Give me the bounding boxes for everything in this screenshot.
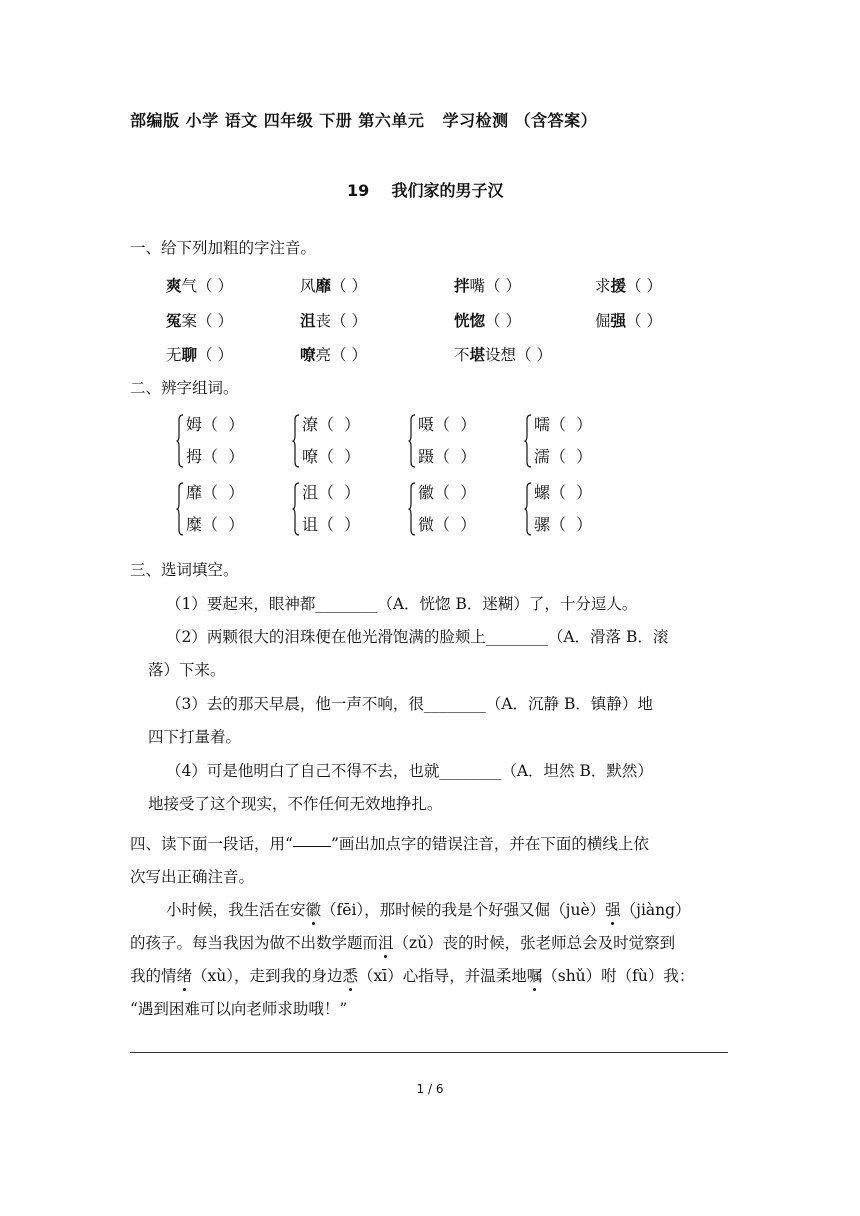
document-title: 部编版 小学 语文 四年级 下册 第六单元 学习检测 （含答案） — [130, 111, 598, 130]
q2-word: 靡（ ） — [186, 483, 245, 502]
q3-line-1: （1）要起来，眼神都________（A．恍惚 B．迷糊）了，十分逗人。 — [166, 595, 638, 613]
q2-word: 糜（ ） — [186, 515, 245, 534]
q2-word: 拇（ ） — [186, 447, 245, 466]
q1-item — [454, 309, 521, 331]
brace-icon — [292, 482, 299, 534]
paragraph-text: （fēi），那时候的我是个好强又倔（juè） — [321, 901, 606, 919]
q1-item — [454, 274, 521, 296]
q2-word: 蹑（ ） — [418, 447, 477, 466]
q3-line-3: 落）下来。 — [148, 661, 226, 679]
q2-word: 螺（ ） — [534, 483, 593, 502]
q4-heading-part-b: ”画出加点字的错误注音，并在下面的横线上依 — [330, 835, 649, 853]
q2-word: 微（ ） — [418, 515, 477, 534]
q2-word: 徽（ ） — [418, 483, 477, 502]
dotted-character: 嘱 — [527, 964, 543, 986]
q4-paragraph-line-3 — [130, 964, 694, 986]
q1-item — [595, 274, 662, 296]
q4-heading — [130, 832, 649, 854]
q1-item-bold: 冤 — [166, 311, 182, 330]
q1-item-bold: 沮 — [300, 311, 316, 330]
q1-item-pre: 倔 — [595, 312, 611, 330]
q1-item-post: 设想（ ） — [485, 346, 552, 364]
q3-line-6: （4）可是他明白了自己不得不去，也就________（A．坦然 B．默然） — [166, 762, 653, 780]
paragraph-text: （shǔ）咐（fù）我： — [542, 967, 695, 985]
q2-word: 嗫（ ） — [418, 415, 477, 434]
dotted-character: 沮 — [378, 931, 394, 953]
q3-heading: 三、选词填空。 — [130, 561, 239, 579]
q1-item-post: （ ） — [626, 312, 662, 330]
paragraph-text: 我的情 — [130, 967, 177, 985]
brace-icon — [408, 482, 415, 534]
q2-word: 姆（ ） — [186, 415, 245, 434]
q1-item-post: （ ） — [331, 277, 367, 295]
dotted-character: 绪 — [177, 964, 193, 986]
q1-item-post: 嘴（ ） — [469, 277, 521, 295]
brace-icon — [176, 414, 183, 466]
dotted-character: 悉 — [343, 964, 359, 986]
brace-icon — [524, 414, 531, 466]
paragraph-text: （xù），走到我的身边 — [192, 967, 343, 985]
q1-item — [166, 309, 233, 331]
paragraph-text: （xī）心指导，并温柔地 — [358, 967, 527, 985]
q2-heading: 二、辨字组词。 — [130, 379, 239, 397]
paragraph-text: （zǔ）丧的时候，张老师总会及时觉察到 — [393, 934, 676, 952]
q1-item-post: （ ） — [485, 312, 521, 330]
paragraph-text: 的孩子。每当我因为做不出数学题而 — [130, 934, 379, 952]
q1-item-post: 案（ ） — [181, 312, 233, 330]
q1-item — [166, 274, 233, 296]
q1-item-pre: 风 — [300, 277, 316, 295]
q2-word: 嘹（ ） — [302, 447, 361, 466]
q1-item-bold: 聊 — [181, 345, 198, 364]
q2-word: 濡（ ） — [534, 447, 593, 466]
paragraph-text: 小时候，我生活在安 — [166, 901, 306, 919]
paragraph-text: （jiàng） — [620, 901, 691, 919]
q1-item-bold: 堪 — [469, 345, 486, 364]
q1-item-pre: 不 — [454, 346, 470, 364]
q2-word: 沮（ ） — [302, 483, 361, 502]
brace-icon — [408, 414, 415, 466]
q3-line-2: （2）两颗很大的泪珠便在他光滑饱满的脸颊上________（A．滑落 B．滚 — [166, 628, 669, 646]
q2-word: 潦（ ） — [302, 415, 361, 434]
q1-item — [300, 274, 367, 296]
footer-divider — [130, 1052, 728, 1053]
q4-paragraph-line-4: “遇到困难可以向老师求助哦！” — [130, 1000, 348, 1018]
q1-item-pre: 无 — [166, 346, 182, 364]
q1-item-bold: 恍惚 — [454, 311, 486, 330]
q2-word: 骡（ ） — [534, 515, 593, 534]
q1-item-bold: 强 — [610, 311, 627, 330]
underline-sample — [293, 846, 331, 847]
lesson-title: 19 我们家的男子汉 — [347, 181, 504, 200]
q1-item-post: 亮（ ） — [315, 346, 367, 364]
q2-word: 诅（ ） — [302, 515, 361, 534]
q3-line-4: （3）去的那天早晨，他一声不响，很________（A．沉静 B．镇静）地 — [166, 695, 653, 713]
q1-item-bold: 靡 — [315, 276, 332, 295]
q1-heading: 一、给下列加粗的字注音。 — [130, 239, 317, 257]
q4-paragraph-line-1 — [166, 898, 691, 920]
brace-icon — [176, 482, 183, 534]
q1-item-post: （ ） — [197, 346, 233, 364]
dotted-character: 强 — [605, 898, 621, 920]
q2-word: 嚅（ ） — [534, 415, 593, 434]
q1-item — [166, 343, 233, 365]
q1-item — [300, 309, 367, 331]
q4-heading-line-2: 次写出正确注音。 — [130, 868, 255, 886]
page-number: 1 / 6 — [416, 1082, 444, 1096]
q1-item-bold: 爽 — [166, 276, 182, 295]
q1-item-bold: 嘹 — [300, 345, 316, 364]
q1-item-pre: 求 — [595, 277, 611, 295]
q3-line-7: 地接受了这个现实，不作任何无效地挣扎。 — [148, 795, 443, 813]
q1-item-bold: 援 — [610, 276, 627, 295]
q4-heading-part-a: 四、读下面一段话，用“ — [130, 835, 293, 853]
dotted-character: 徽 — [306, 898, 322, 920]
q1-item — [300, 343, 367, 365]
q1-item — [454, 343, 552, 365]
q1-item — [595, 309, 662, 331]
q1-item-post: 丧（ ） — [315, 312, 367, 330]
q4-paragraph-line-2 — [130, 931, 675, 953]
brace-icon — [292, 414, 299, 466]
q3-line-5: 四下打量着。 — [148, 728, 242, 746]
brace-icon — [524, 482, 531, 534]
q1-item-post: （ ） — [626, 277, 662, 295]
q1-item-post: 气（ ） — [181, 277, 233, 295]
q1-item-bold: 拌 — [454, 276, 470, 295]
